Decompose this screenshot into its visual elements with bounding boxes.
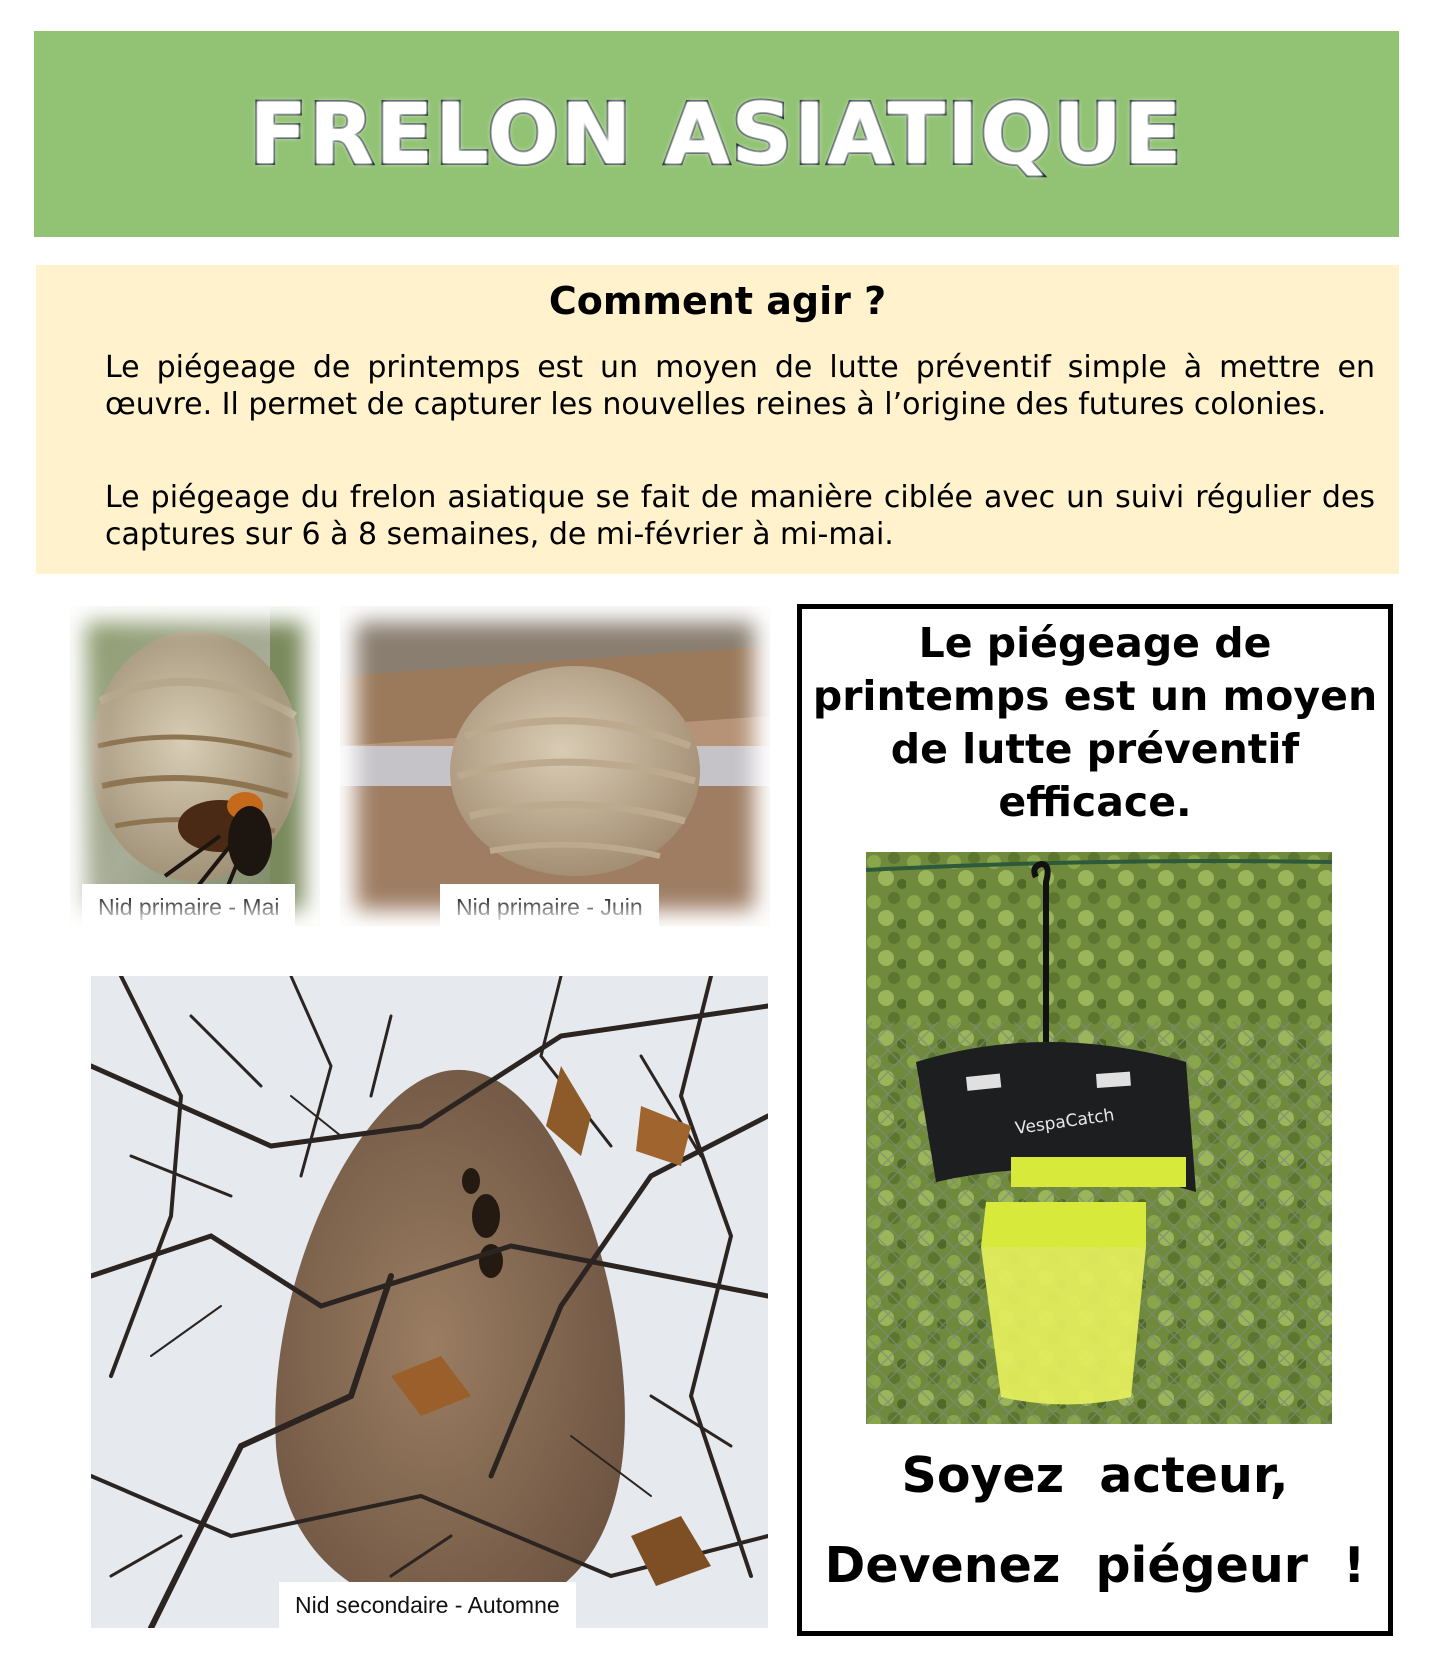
photo-trap [866, 852, 1332, 1424]
caption-nest-june: Nid primaire - Juin [440, 884, 659, 926]
cta-line-2: Devenez piégeur ! [824, 1537, 1366, 1594]
trap-callout [797, 604, 1393, 1636]
photo-nest-may [70, 606, 320, 926]
nest-may-image [70, 606, 320, 926]
title-banner [34, 31, 1399, 237]
cta-line-1: Soyez acteur, [901, 1447, 1289, 1504]
photo-nest-june [340, 606, 770, 926]
trap-image [866, 852, 1332, 1424]
nest-autumn-image [91, 976, 768, 1628]
caption-nest-autumn: Nid secondaire - Automne [279, 1582, 576, 1628]
caption-nest-may: Nid primaire - Mai [82, 884, 295, 926]
info-paragraph-2: Le piégeage du frelon asiatique se fait de manière ciblée avec un suivi régulier des captures sur 6 à 8 semaines, de mi-février à mi-mai. [105, 480, 1375, 552]
info-heading: Comment agir ? [548, 279, 887, 323]
info-paragraph-1: Le piégeage de printemps est un moyen de lutte préventif simple à mettre en œuvre. Il permet de capturer les nouvelles reines à l’origine des futures colonies. [105, 350, 1375, 422]
nest-june-image [340, 606, 770, 926]
info-box [36, 265, 1399, 574]
photo-nest-autumn [91, 976, 768, 1628]
trap-brand-label: VespaCatch [1013, 1105, 1116, 1139]
callout-headline: Le piégeage de printemps est un moyen de lutte préventif efficace. [812, 619, 1378, 826]
page-title: FRELON ASIATIQUE [249, 85, 1184, 183]
